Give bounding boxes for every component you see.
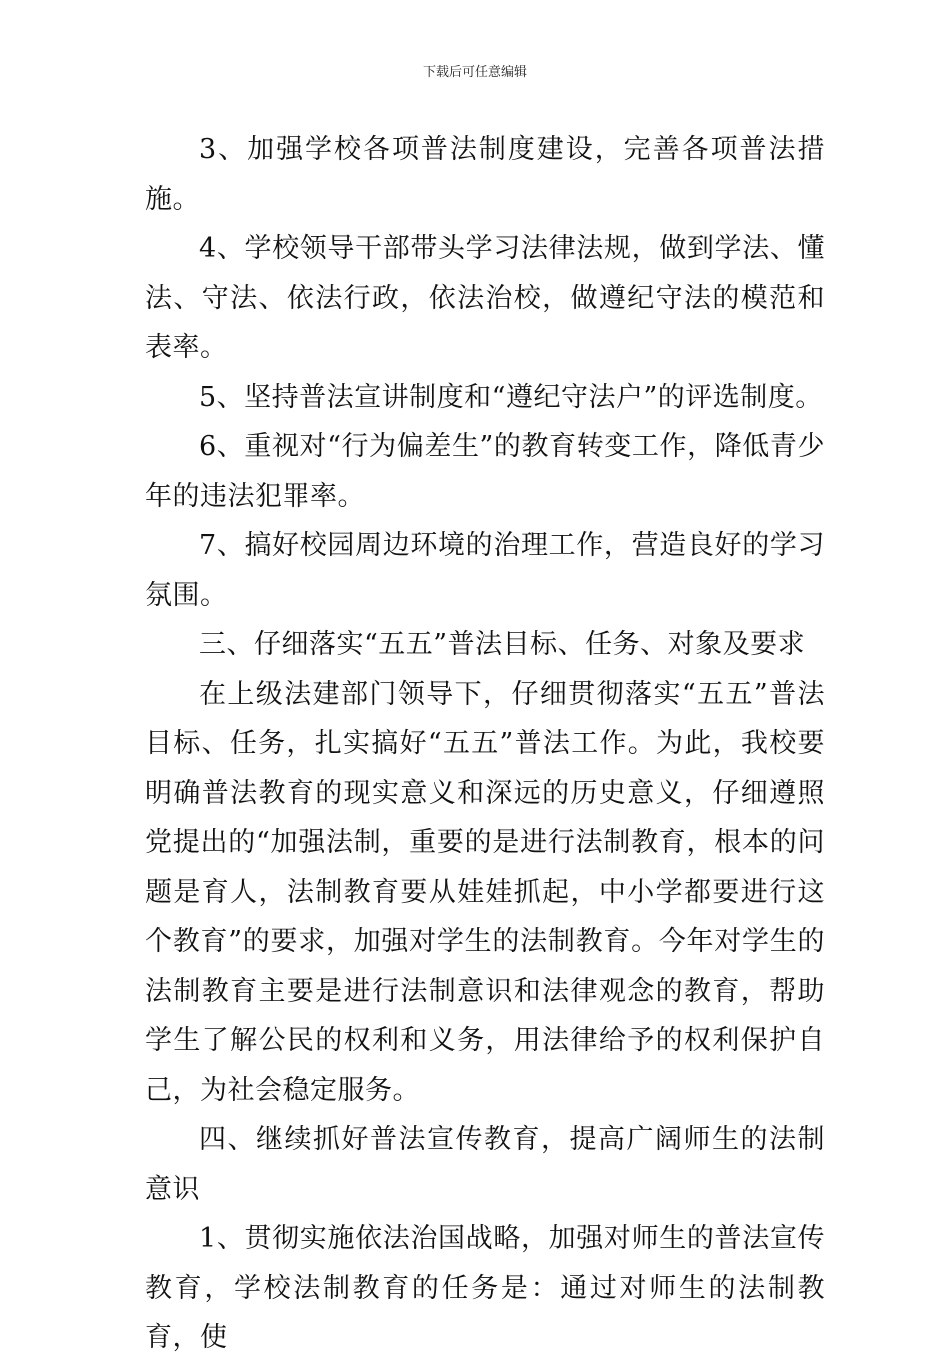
section-3-body: 在上级法建部门领导下，仔细贯彻落实“五五”普法目标、任务，扎实搞好“五五”普法工作。为此，我校要明确普法教育的现实意义和深远的历史意义，仔细遵照党提出的“加强法制，重要的是进行法制教育，根本的问题是育人，法制教育要从娃娃抓起，中小学都要进行这个教育”的要求，加强对学生的法制教育。今年对学生的法制教育主要是进行法制意识和法律观念的教育，帮助学生了解公民的权利和义务，用法律给予的权利保护自己，为社会稳定服务。 (145, 678, 825, 1106)
section-heading-3: 三、仔细落实“五五”普法目标、任务、对象及要求 (199, 629, 806, 660)
paragraph-item-6: 6、重视对“行为偏差生”的教育转变工作，降低青少年的违法犯罪率。 (145, 431, 825, 512)
section-4-item-1: 1、贯彻实施依法治国战略，加强对师生的普法宣传教育，学校法制教育的任务是：通过对师生的法制教育，使 (145, 1223, 825, 1353)
page-header: 下载后可任意编辑 (422, 65, 527, 80)
paragraph-item-4: 4、学校领导干部带头学习法律法规，做到学法、懂法、守法、依法行政，依法治校，做遵纪守法的模范和表率。 (145, 233, 825, 363)
section-heading-4: 四、继续抓好普法宣传教育，提高广阔师生的法制意识 (145, 1124, 825, 1205)
paragraph-item-5: 5、坚持普法宣讲制度和“遵纪守法户”的评选制度。 (199, 381, 823, 413)
paragraph-item-3: 3、加强学校各项普法制度建设，完善各项普法措施。 (145, 134, 825, 215)
document-body (145, 125, 825, 1363)
paragraph-item-7: 7、搞好校园周边环境的治理工作，营造良好的学习氛围。 (145, 530, 825, 611)
